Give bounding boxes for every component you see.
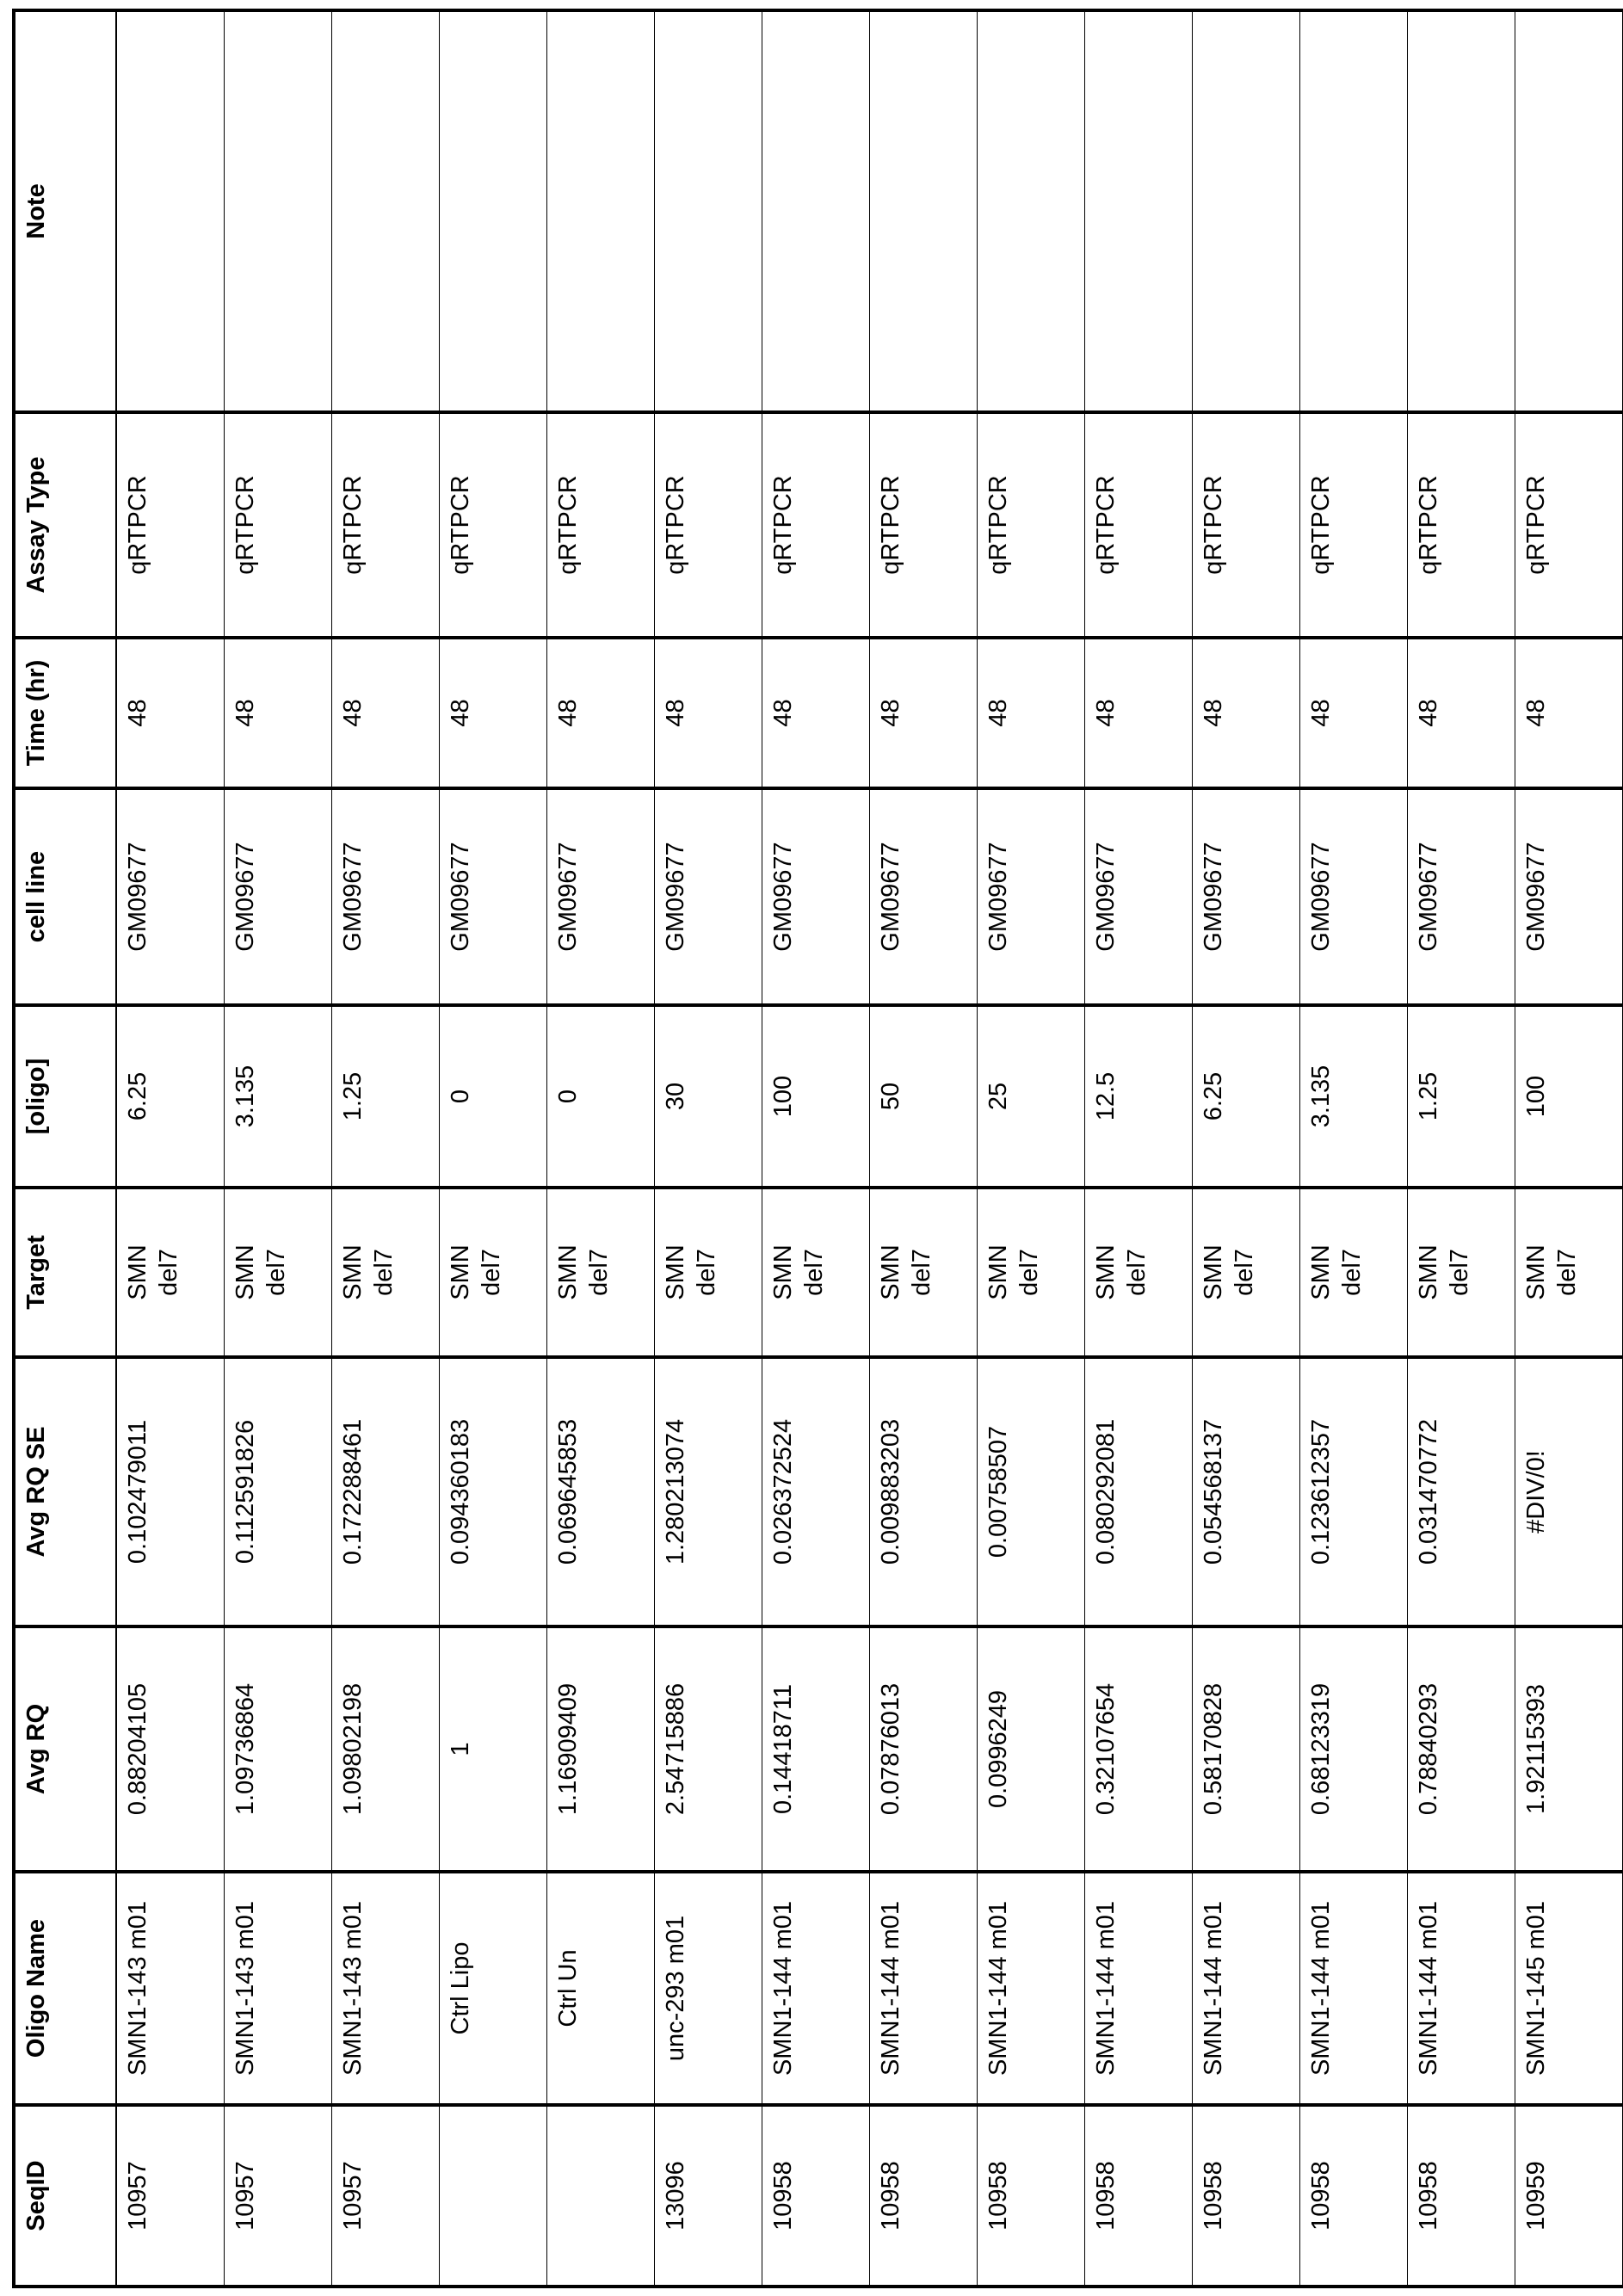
header-time-hr: Time (hr)	[14, 638, 116, 788]
cell-avg-rq: 1.92115393	[1515, 1626, 1623, 1872]
cell-oligo-name: Ctrl Un	[547, 1872, 655, 2105]
cell-avg-rq-se: 0.009883203	[870, 1357, 978, 1626]
cell-seqid: 10958	[1085, 2105, 1193, 2287]
cell-cell-line: GM09677	[440, 788, 547, 1005]
cell-oligo-name: SMN1-145 m01	[1515, 1872, 1623, 2105]
cell-assay-type: qRTPCR	[762, 412, 870, 638]
cell-seqid: 10958	[762, 2105, 870, 2287]
cell-oligo-conc: 6.25	[116, 1005, 225, 1188]
header-avg-rq: Avg RQ	[14, 1626, 116, 1872]
cell-oligo-conc: 3.135	[225, 1005, 332, 1188]
cell-note	[1515, 10, 1623, 412]
cell-assay-type: qRTPCR	[1515, 412, 1623, 638]
cell-note	[116, 10, 225, 412]
cell-assay-type: qRTPCR	[1085, 412, 1193, 638]
cell-avg-rq-se: 0.172288461	[332, 1357, 440, 1626]
cell-oligo-conc: 0	[547, 1005, 655, 1188]
cell-target: SMN del7	[655, 1188, 762, 1357]
cell-time-hr: 48	[1085, 638, 1193, 788]
table-row	[1193, 10, 1300, 2287]
cell-seqid: 10958	[870, 2105, 978, 2287]
cell-assay-type: qRTPCR	[440, 412, 547, 638]
cell-avg-rq: 2.54715886	[655, 1626, 762, 1872]
cell-target: SMN del7	[1085, 1188, 1193, 1357]
cell-note	[440, 10, 547, 412]
cell-target: SMN del7	[762, 1188, 870, 1357]
cell-seqid: 10958	[1193, 2105, 1300, 2287]
cell-avg-rq-se: 0.00758507	[978, 1357, 1085, 1626]
cell-oligo-conc: 100	[1515, 1005, 1623, 1188]
cell-oligo-conc: 25	[978, 1005, 1085, 1188]
cell-seqid	[440, 2105, 547, 2287]
cell-note	[655, 10, 762, 412]
cell-seqid: 10958	[1300, 2105, 1408, 2287]
table-row	[762, 10, 870, 2287]
cell-time-hr: 48	[978, 638, 1085, 788]
cell-time-hr: 48	[116, 638, 225, 788]
cell-target: SMN del7	[1515, 1188, 1623, 1357]
cell-time-hr: 48	[225, 638, 332, 788]
cell-cell-line: GM09677	[978, 788, 1085, 1005]
cell-avg-rq-se: 0.102479011	[116, 1357, 225, 1626]
table-row	[1085, 10, 1193, 2287]
cell-assay-type: qRTPCR	[116, 412, 225, 638]
cell-avg-rq-se: 0.123612357	[1300, 1357, 1408, 1626]
cell-seqid: 10957	[116, 2105, 225, 2287]
cell-cell-line: GM09677	[762, 788, 870, 1005]
header-oligo-name: Oligo Name	[14, 1872, 116, 2105]
header-avg-rq-se: Avg RQ SE	[14, 1357, 116, 1626]
cell-seqid: 10958	[978, 2105, 1085, 2287]
cell-cell-line: GM09677	[116, 788, 225, 1005]
cell-oligo-name: SMN1-144 m01	[870, 1872, 978, 2105]
cell-assay-type: qRTPCR	[978, 412, 1085, 638]
cell-avg-rq-se: 0.080292081	[1085, 1357, 1193, 1626]
table-row	[1300, 10, 1408, 2287]
table-row	[547, 10, 655, 2287]
cell-avg-rq-se: 0.026372524	[762, 1357, 870, 1626]
cell-oligo-conc: 6.25	[1193, 1005, 1300, 1188]
cell-oligo-name: SMN1-144 m01	[1408, 1872, 1515, 2105]
cell-assay-type: qRTPCR	[655, 412, 762, 638]
cell-note	[1085, 10, 1193, 412]
cell-target: SMN del7	[1408, 1188, 1515, 1357]
cell-avg-rq-se: 0.112591826	[225, 1357, 332, 1626]
cell-assay-type: qRTPCR	[225, 412, 332, 638]
cell-time-hr: 48	[762, 638, 870, 788]
cell-avg-rq: 0.88204105	[116, 1626, 225, 1872]
header-oligo-conc: [oligo]	[14, 1005, 116, 1188]
cell-oligo-conc: 30	[655, 1005, 762, 1188]
cell-cell-line: GM09677	[547, 788, 655, 1005]
cell-seqid	[547, 2105, 655, 2287]
table-row	[655, 10, 762, 2287]
cell-note	[1193, 10, 1300, 412]
cell-oligo-conc: 0	[440, 1005, 547, 1188]
cell-avg-rq: 1.09736864	[225, 1626, 332, 1872]
cell-assay-type: qRTPCR	[1300, 412, 1408, 638]
cell-time-hr: 48	[1193, 638, 1300, 788]
results-table	[12, 9, 1623, 2288]
cell-oligo-conc: 100	[762, 1005, 870, 1188]
cell-avg-rq: 0.14418711	[762, 1626, 870, 1872]
cell-avg-rq: 1.09802198	[332, 1626, 440, 1872]
header-assay-type: Assay Type	[14, 412, 116, 638]
cell-oligo-conc: 1.25	[332, 1005, 440, 1188]
cell-oligo-name: SMN1-144 m01	[1300, 1872, 1408, 2105]
cell-avg-rq: 1	[440, 1626, 547, 1872]
cell-assay-type: qRTPCR	[547, 412, 655, 638]
cell-cell-line: GM09677	[1085, 788, 1193, 1005]
cell-seqid: 10957	[225, 2105, 332, 2287]
cell-seqid: 10959	[1515, 2105, 1623, 2287]
cell-time-hr: 48	[1515, 638, 1623, 788]
table-row	[978, 10, 1085, 2287]
cell-note	[762, 10, 870, 412]
cell-assay-type: qRTPCR	[1408, 412, 1515, 638]
header-cell-line: cell line	[14, 788, 116, 1005]
cell-cell-line: GM09677	[1300, 788, 1408, 1005]
cell-oligo-name: SMN1-144 m01	[978, 1872, 1085, 2105]
cell-assay-type: qRTPCR	[332, 412, 440, 638]
table-row	[440, 10, 547, 2287]
cell-seqid: 10957	[332, 2105, 440, 2287]
cell-avg-rq: 0.78840293	[1408, 1626, 1515, 1872]
cell-oligo-name: SMN1-144 m01	[762, 1872, 870, 2105]
cell-time-hr: 48	[655, 638, 762, 788]
cell-note	[225, 10, 332, 412]
cell-avg-rq-se: 1.280213074	[655, 1357, 762, 1626]
cell-oligo-conc: 1.25	[1408, 1005, 1515, 1188]
cell-avg-rq: 0.0996249	[978, 1626, 1085, 1872]
cell-cell-line: GM09677	[1193, 788, 1300, 1005]
cell-time-hr: 48	[1300, 638, 1408, 788]
cell-cell-line: GM09677	[225, 788, 332, 1005]
cell-assay-type: qRTPCR	[1193, 412, 1300, 638]
table-row	[116, 10, 225, 2287]
cell-note	[1408, 10, 1515, 412]
header-seqid: SeqID	[14, 2105, 116, 2287]
cell-seqid: 10958	[1408, 2105, 1515, 2287]
cell-avg-rq-se: 0.054568137	[1193, 1357, 1300, 1626]
cell-target: SMN del7	[225, 1188, 332, 1357]
cell-oligo-name: SMN1-143 m01	[332, 1872, 440, 2105]
cell-avg-rq: 0.68123319	[1300, 1626, 1408, 1872]
cell-target: SMN del7	[870, 1188, 978, 1357]
cell-time-hr: 48	[440, 638, 547, 788]
cell-target: SMN del7	[440, 1188, 547, 1357]
cell-oligo-conc: 50	[870, 1005, 978, 1188]
table-row	[870, 10, 978, 2287]
cell-avg-rq-se: 0.094360183	[440, 1357, 547, 1626]
cell-cell-line: GM09677	[1408, 788, 1515, 1005]
cell-note	[1300, 10, 1408, 412]
cell-target: SMN del7	[1300, 1188, 1408, 1357]
cell-time-hr: 48	[1408, 638, 1515, 788]
cell-avg-rq-se: 0.069645853	[547, 1357, 655, 1626]
cell-oligo-name: SMN1-144 m01	[1085, 1872, 1193, 2105]
cell-cell-line: GM09677	[655, 788, 762, 1005]
table-row	[225, 10, 332, 2287]
cell-cell-line: GM09677	[332, 788, 440, 1005]
cell-target: SMN del7	[332, 1188, 440, 1357]
cell-oligo-name: unc-293 m01	[655, 1872, 762, 2105]
header-target: Target	[14, 1188, 116, 1357]
table-row	[1515, 10, 1623, 2287]
cell-note	[332, 10, 440, 412]
cell-note	[978, 10, 1085, 412]
cell-note	[870, 10, 978, 412]
cell-time-hr: 48	[332, 638, 440, 788]
cell-target: SMN del7	[547, 1188, 655, 1357]
cell-seqid: 13096	[655, 2105, 762, 2287]
cell-cell-line: GM09677	[870, 788, 978, 1005]
cell-oligo-name: SMN1-143 m01	[225, 1872, 332, 2105]
cell-avg-rq: 0.58170828	[1193, 1626, 1300, 1872]
cell-time-hr: 48	[870, 638, 978, 788]
cell-avg-rq: 0.32107654	[1085, 1626, 1193, 1872]
cell-assay-type: qRTPCR	[870, 412, 978, 638]
cell-target: SMN del7	[116, 1188, 225, 1357]
cell-avg-rq: 0.07876013	[870, 1626, 978, 1872]
cell-avg-rq-se: #DIV/0!	[1515, 1357, 1623, 1626]
cell-avg-rq: 1.16909409	[547, 1626, 655, 1872]
cell-oligo-conc: 3.135	[1300, 1005, 1408, 1188]
cell-avg-rq-se: 0.031470772	[1408, 1357, 1515, 1626]
cell-note	[547, 10, 655, 412]
cell-oligo-name: SMN1-143 m01	[116, 1872, 225, 2105]
cell-oligo-name: SMN1-144 m01	[1193, 1872, 1300, 2105]
header-note: Note	[14, 10, 116, 412]
cell-oligo-conc: 12.5	[1085, 1005, 1193, 1188]
header-row	[14, 10, 116, 2287]
cell-oligo-name: Ctrl Lipo	[440, 1872, 547, 2105]
cell-target: SMN del7	[1193, 1188, 1300, 1357]
cell-target: SMN del7	[978, 1188, 1085, 1357]
table-row	[1408, 10, 1515, 2287]
table-row	[332, 10, 440, 2287]
cell-cell-line: GM09677	[1515, 788, 1623, 1005]
cell-time-hr: 48	[547, 638, 655, 788]
rotated-table-container	[12, 12, 1616, 2288]
